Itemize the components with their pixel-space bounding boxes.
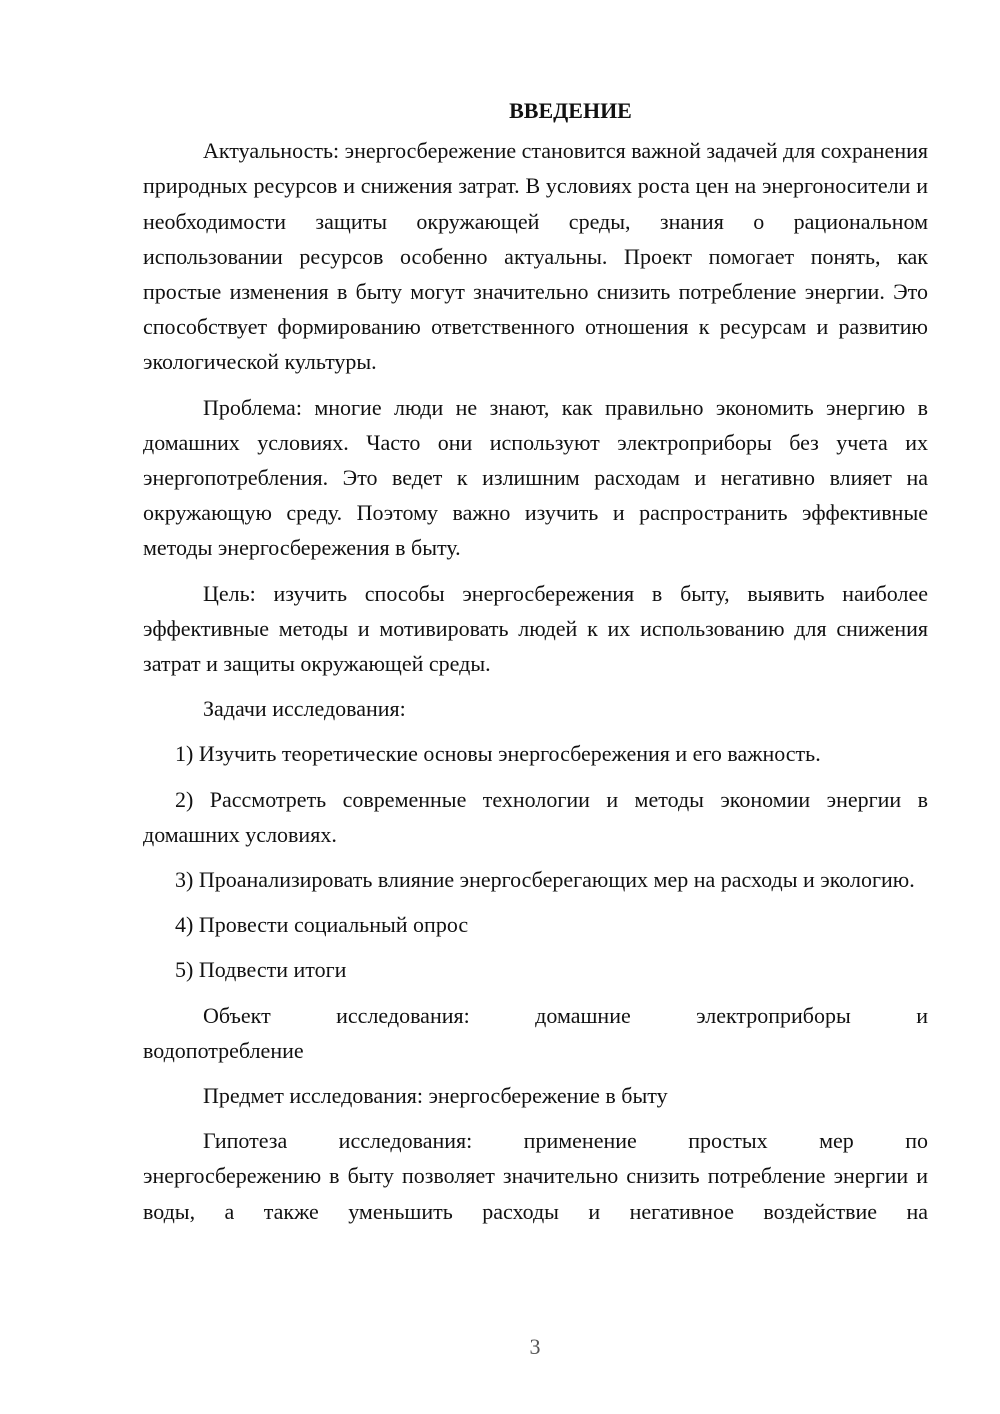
task-item-2: 2) Рассмотреть современные технологии и методы экономии энергии в домашних условиях. [143, 786, 928, 847]
relevance-paragraph: Актуальность: энергосбережение становится важной задачей для сохранения природных ресурсов и снижения затрат. В условиях роста цен на энергоносители и необходимости защиты окружающей среды, знания о рациональном использовании ресурсов особенно актуальны. Проект помогает понять, как простые изменения в быту могут значительно снизить потребление энергии. Это способствует формированию ответственного отношения к ресурсам и развитию экологической культуры. [143, 138, 928, 375]
task-item-1: 1) Изучить теоретические основы энергосбережения и его важность. [175, 741, 821, 767]
object-line-1: Объект исследования: домашние электроприборы и [203, 1002, 928, 1028]
page-number: 3 [529, 1334, 541, 1359]
task-item-3: 3) Проанализировать влияние энергосберегающих мер на расходы и экологию. [175, 867, 915, 893]
subject-paragraph: Предмет исследования: энергосбережение в быту [203, 1083, 668, 1109]
task-item-5: 5) Подвести итоги [175, 957, 347, 983]
hypothesis-rest: энергосбережению в быту позволяет значительно снизить потребление энергии и воды, а также уменьшить расходы и негативное воздействие на [143, 1163, 928, 1224]
problem-paragraph: Проблема: многие люди не знают, как правильно экономить энергию в домашних условиях. Часто они используют электроприборы без учета их энергопотребления. Это ведет к излишним расходам и негативно влияет на окружающую среду. Поэтому важно изучить и распространить эффективные методы энергосбережения в быту. [143, 394, 928, 561]
hypothesis-paragraph [143, 1123, 928, 1229]
page-content [143, 93, 928, 1229]
page-title: ВВЕДЕНИЕ [509, 98, 632, 123]
tasks-heading: Задачи исследования: [203, 696, 406, 722]
task-item-4: 4) Провести социальный опрос [175, 912, 469, 938]
hypothesis-line-1: Гипотеза исследования: применение простых мер по [203, 1128, 928, 1154]
object-paragraph [143, 998, 928, 1068]
goal-paragraph: Цель: изучить способы энергосбережения в быту, выявить наиболее эффективные методы и мотивировать людей к их использованию для снижения затрат и защиты окружающей среды. [143, 580, 928, 677]
object-line-2: водопотребление [143, 1037, 304, 1063]
